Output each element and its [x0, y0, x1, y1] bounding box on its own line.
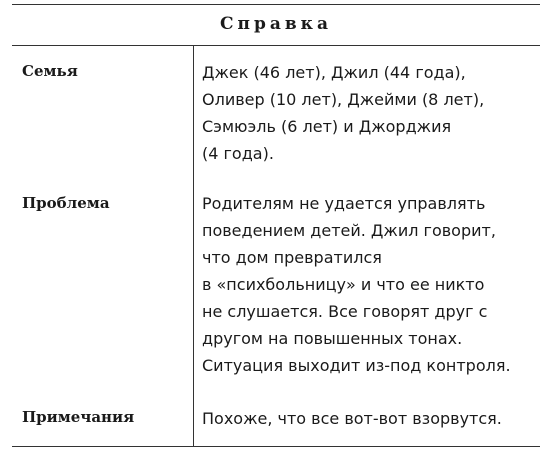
row-label-family: Семья — [22, 62, 78, 80]
text-line: в «психбольницу» и что ее никто — [202, 275, 485, 294]
top-rule — [12, 4, 540, 5]
column-divider — [193, 46, 194, 446]
row-value-problem — [202, 190, 532, 379]
row-value-notes — [202, 405, 532, 432]
text-line: другом на повышенных тонах. — [202, 329, 463, 348]
text-line: не слушается. Все говорят друг с — [202, 302, 488, 321]
row-label-notes: Примечания — [22, 408, 135, 426]
text-line: Похоже, что все вот-вот взорвутся. — [202, 409, 502, 428]
title-rule — [12, 45, 540, 46]
bottom-rule — [12, 446, 540, 447]
text-line: Оливер (10 лет), Джейми (8 лет), — [202, 90, 485, 109]
row-label-problem: Проблема — [22, 194, 110, 212]
text-line: поведением детей. Джил говорит, — [202, 221, 496, 240]
text-line: что дом превратился — [202, 248, 382, 267]
table-title: Справка — [220, 14, 332, 34]
text-line: Родителям не удается управлять — [202, 194, 486, 213]
text-line: (4 года). — [202, 144, 274, 163]
text-line: Ситуация выходит из-под контроля. — [202, 356, 511, 375]
text-line: Сэмюэль (6 лет) и Джорджия — [202, 117, 452, 136]
text-line: Джек (46 лет), Джил (44 года), — [202, 63, 466, 82]
info-table — [12, 4, 540, 452]
row-value-family — [202, 59, 532, 167]
